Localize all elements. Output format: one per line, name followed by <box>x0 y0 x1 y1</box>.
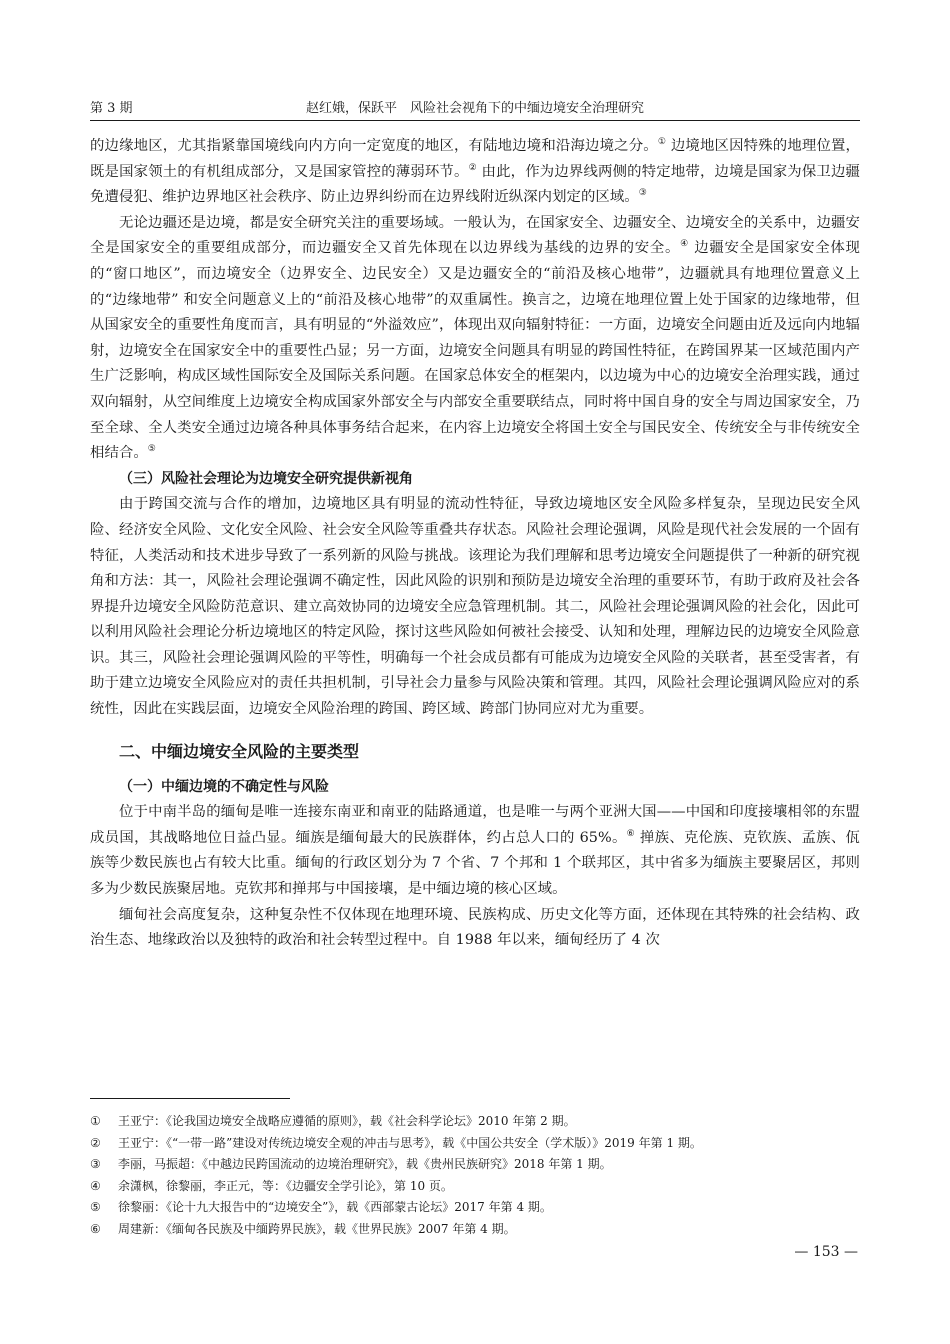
footnote-1 <box>90 1111 860 1133</box>
page-number: — 153 — <box>794 1244 858 1260</box>
footnote-ref-3[interactable]: ③ <box>638 188 647 199</box>
footnote-text: 周建新：《缅甸各民族及中缅跨界民族》，载《世界民族》2007 年第 4 期。 <box>118 1221 516 1236</box>
running-title: 赵红娥，保跃平 风险社会视角下的中缅边境安全治理研究 <box>305 101 644 116</box>
footnote-ref-1[interactable]: ① <box>657 137 667 148</box>
main-text <box>90 134 860 954</box>
footnote-number: ③ <box>90 1157 101 1172</box>
footnote-text: 徐黎丽：《论十九大报告中的“边境安全”》，载《西部蒙古论坛》2017 年第 4 期。 <box>118 1200 552 1215</box>
subsection-heading-3: （三）风险社会理论为边境安全研究提供新视角 <box>119 470 413 487</box>
paragraph-1: 的边缘地区，尤其指紧靠国境线向内方向一定宽度的地区，有陆地边境和沿海边境之分。① 边境地区因特殊的地理位置，既是国家领土的有机组成部分，又是国家管控的薄弱环节。② 由此，作为边界线两侧的特定地带，边境是国家为保卫边疆免遭侵犯、维护边界地区社会秩序、防止边界纠纷而在边界线附近纵深内划定的区域。③ <box>90 137 860 206</box>
running-header <box>90 97 860 119</box>
footnote-ref-6[interactable]: ⑥ <box>626 829 636 840</box>
footnote-rule <box>90 1098 290 1099</box>
paragraph-5: 缅甸社会高度复杂，这种复杂性不仅体现在地理环境、民族构成、历史文化等方面，还体现在其特殊的社会结构、政治生态、地缘政治以及独特的政治和社会转型过程中。自 1988 年以来，缅甸经历了 4 次 <box>90 906 860 949</box>
footnotes <box>90 1111 860 1241</box>
section-heading-2: 二、中缅边境安全风险的主要类型 <box>119 741 360 761</box>
footnote-text: 王亚宁：《“一带一路”建设对传统边境安全观的冲击与思考》，载《中国公共安全（学术版）》2019 年第 1 期。 <box>118 1135 702 1150</box>
footnote-4 <box>90 1176 860 1198</box>
footnote-ref-4[interactable]: ④ <box>680 239 689 250</box>
footnote-number: ⑤ <box>90 1200 101 1215</box>
paragraph-4: 位于中南半岛的缅甸是唯一连接东南亚和南亚的陆路通道，也是唯一与两个亚洲大国——中国和印度接壤相邻的东盟成员国，其战略地位日益凸显。缅族是缅甸最大的民族群体，约占总人口的 65%。⑥ 掸族、克伦族、克钦族、孟族、佤族等少数民族也占有较大比重。缅甸的行政区划分为 7 个省、7 个邦和 1 个联邦区，其中省多为缅族主要聚居区，邦则多为少数民族聚居地。克钦邦和掸邦与中国接壤，是中缅边境的核心区域。 <box>90 804 860 898</box>
footnote-ref-5[interactable]: ⑤ <box>147 444 156 455</box>
header-rule <box>90 120 860 121</box>
footnote-text: 余潇枫，徐黎丽，李正元，等：《边疆安全学引论》，第 10 页。 <box>118 1178 453 1193</box>
footnote-ref-2[interactable]: ② <box>468 162 477 173</box>
footnote-2 <box>90 1133 860 1155</box>
footnote-5 <box>90 1197 860 1219</box>
issue-number: 第 3 期 <box>90 101 133 116</box>
paragraph-2: 无论边疆还是边境，都是安全研究关注的重要场域。一般认为，在国家安全、边疆安全、边境安全的关系中，边疆安全是国家安全的重要组成部分，而边疆安全又首先体现在以边界线为基线的边界的安全。④ 边疆安全是国家安全体现的“窗口地区”，而边境安全（边界安全、边民安全）又是边疆安全的“前沿及核心地带”，边疆就具有地理位置意义上的“边缘地带” 和安全问题意义上的“前沿及核心地带”的双重属性。换言之，边境在地理位置上处于国家的边缘地带，但从国家安全的重要性角度而言，具有明显的“外溢效应”，体现出双向辐射特征：一方面，边境安全问题由近及远向内地辐射，边境安全在国家安全中的重要性凸显；另一方面，边境安全问题具有明显的跨国性特征，在跨国界某一区域范围内产生广泛影响，构成区域性国际安全及国际关系问题。在国家总体安全的框架内，以边境为中心的边境安全治理实践，通过双向辐射，从空间维度上边境安全构成国家外部安全与内部安全重要联结点，同时将中国自身的安全与周边国家安全，乃至全球、全人类安全通过边境各种具体事务结合起来，在内容上边境安全将国土安全与国民安全、传统安全与非传统安全相结合。⑤ <box>90 214 860 462</box>
footnote-6 <box>90 1219 860 1241</box>
footnote-number: ② <box>90 1135 101 1150</box>
footnote-number: ① <box>90 1114 101 1128</box>
paragraph-3: 由于跨国交流与合作的增加，边境地区具有明显的流动性特征，导致边境地区安全风险多样复杂，呈现边民安全风险、经济安全风险、文化安全风险、社会安全风险等重叠共存状态。风险社会理论强调，风险是现代社会发展的一个固有特征，人类活动和技术进步导致了一系列新的风险与挑战。该理论为我们理解和思考边境安全问题提供了一种新的研究视角和方法：其一，风险社会理论强调不确定性，因此风险的识别和预防是边境安全治理的重要环节，有助于政府及社会各界提升边境安全风险防范意识、建立高效协同的边境安全应急管理机制。其二，风险社会理论强调风险的社会化，因此可以利用风险社会理论分析边境地区的特定风险，探讨这些风险如何被社会接受、认知和处理，理解边民的边境安全风险意识。其三，风险社会理论强调风险的平等性，明确每一个社会成员都有可能成为边境安全风险的关联者，甚至受害者，有助于建立边境安全风险应对的责任共担机制，引导社会力量参与风险决策和管理。其四，风险社会理论强调风险应对的系统性，因此在实践层面，边境安全风险治理的跨国、跨区域、跨部门协同应对尤为重要。 <box>90 496 860 718</box>
footnote-text: 王亚宁：《论我国边境安全战略应遵循的原则》，载《社会科学论坛》2010 年第 2 期。 <box>118 1114 576 1128</box>
footnote-number: ⑥ <box>90 1221 101 1236</box>
footnote-number: ④ <box>90 1178 101 1193</box>
footnote-text: 李丽，马振超：《中越边民跨国流动的边境治理研究》，载《贵州民族研究》2018 年第 1 期。 <box>118 1157 612 1172</box>
subsection-heading-1: （一）中缅边境的不确定性与风险 <box>119 778 329 795</box>
footnote-3 <box>90 1154 860 1176</box>
